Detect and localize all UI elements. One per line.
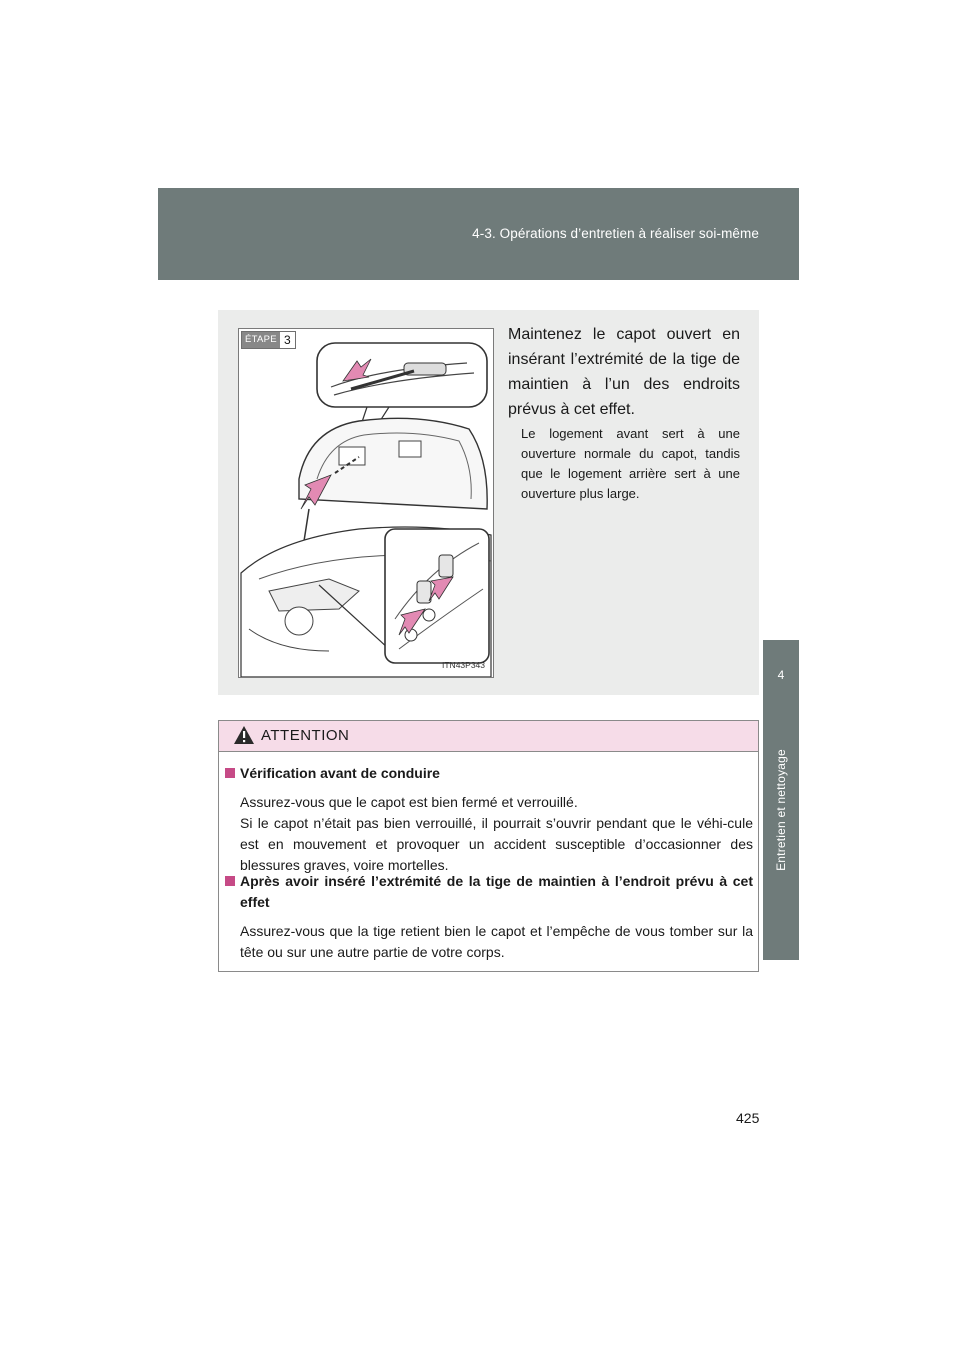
step-note: Le logement avant sert à une ouverture normale du capot, tandis que le logement arrière sert à une ouverture plus large. xyxy=(521,426,740,501)
warning-item-text: Assurez-vous que la tige retient bien le capot et l’empêche de vous tomber sur la tête ou sur une autre partie de votre corps. xyxy=(240,923,753,960)
warning-item-text: Assurez-vous que le capot est bien fermé et verrouillé. Si le capot n’était pas bien verrouillé, il pourrait s’ouvrir pendant que le véhi-cule est en mouvement et provoquer un accident susceptible d’occasionner des blessures graves, voire mortelles. xyxy=(240,794,753,873)
warning-title: ATTENTION xyxy=(261,727,350,744)
chapter-number: 4 xyxy=(777,668,785,682)
warning-item-heading: Vérification avant de conduire xyxy=(225,763,753,784)
step-badge xyxy=(241,331,296,349)
warning-item xyxy=(225,763,753,876)
warning-box xyxy=(218,720,759,972)
step-instruction: Maintenez le capot ouvert en insérant l’extrémité de la tige de maintien à l’un des endroits prévus à cet effet. xyxy=(508,326,740,418)
section-title: 4-3. Opérations d’entretien à réaliser soi-même xyxy=(472,226,759,241)
step-panel xyxy=(218,310,759,695)
warning-item xyxy=(225,871,753,963)
hood-support-illustration xyxy=(238,328,494,678)
square-bullet-icon xyxy=(225,876,235,886)
chapter-label: Entretien et nettoyage xyxy=(774,749,788,871)
step-badge-word: ÉTAPE xyxy=(242,332,280,348)
figure-code: ITN43P343 xyxy=(442,660,485,670)
warning-triangle-icon xyxy=(233,725,255,745)
chapter-side-tab xyxy=(763,640,799,960)
warning-header xyxy=(219,721,758,752)
hood-support-diagram xyxy=(239,329,493,677)
square-bullet-icon xyxy=(225,768,235,778)
section-header-band xyxy=(158,188,799,280)
page-number: 425 xyxy=(736,1110,760,1126)
warning-item-heading: Après avoir inséré l’extrémité de la tige de maintien à l’endroit prévu à cet effet xyxy=(225,871,753,913)
step-badge-number: 3 xyxy=(280,332,295,348)
